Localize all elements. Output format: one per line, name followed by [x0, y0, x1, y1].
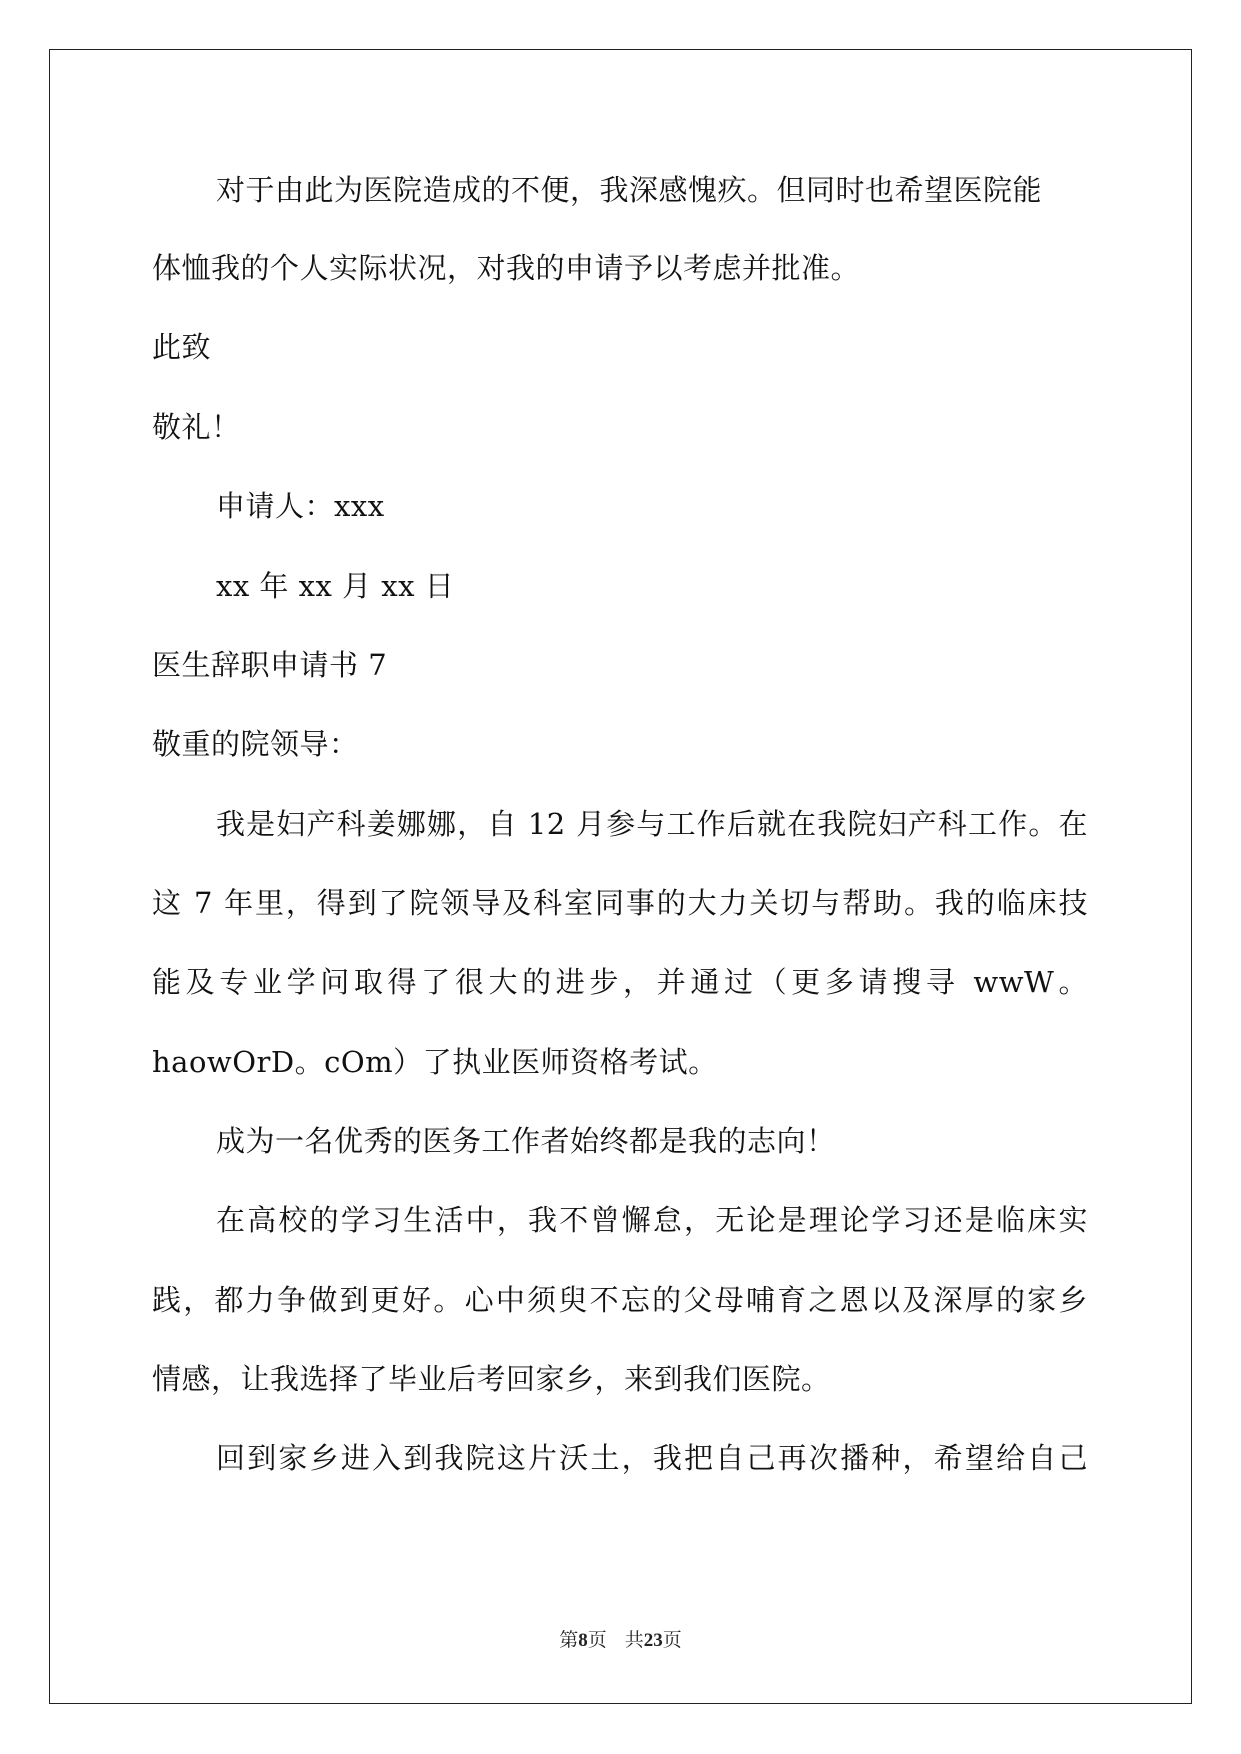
footer-page-prefix: 第 — [559, 1629, 579, 1651]
signature-date: xx 年 xx 月 xx 日 — [216, 569, 455, 603]
applicant-signature: 申请人：xxx — [216, 489, 385, 523]
paragraph-line: 在高校的学习生活中，我不曾懈怠，无论是理论学习还是临床实 — [216, 1203, 1088, 1237]
paragraph-line: 践，都力争做到更好。心中须臾不忘的父母哺育之恩以及深厚的家乡 — [152, 1283, 1088, 1317]
paragraph-line: haowOrD。cOm）了执业医师资格考试。 — [152, 1045, 718, 1079]
footer-page-number: 8 — [578, 1630, 588, 1651]
closing-regards: 敬礼！ — [152, 410, 241, 444]
paragraph-line: 回到家乡进入到我院这片沃土，我把自己再次播种，希望给自己 — [216, 1441, 1088, 1475]
footer-total-pages: 23 — [643, 1630, 663, 1651]
paragraph-line: 成为一名优秀的医务工作者始终都是我的志向！ — [216, 1124, 836, 1158]
paragraph-line: 体恤我的个人实际状况，对我的申请予以考虑并批准。 — [152, 251, 861, 285]
paragraph-line: 情感，让我选择了毕业后考回家乡，来到我们医院。 — [152, 1362, 831, 1396]
section-title: 医生辞职申请书 7 — [152, 648, 388, 682]
paragraph-line: 这 7 年里，得到了院领导及科室同事的大力关切与帮助。我的临床技 — [152, 886, 1088, 920]
closing-salutation: 此致 — [152, 330, 212, 364]
paragraph-line: 能及专业学问取得了很大的进步，并通过（更多请搜寻 wwW。 — [152, 965, 1088, 999]
footer-page-suffix: 页 — [587, 1629, 607, 1651]
page-footer — [0, 1628, 1241, 1653]
greeting: 敬重的院领导： — [152, 727, 359, 761]
footer-total-prefix: 共 — [624, 1629, 644, 1651]
paragraph-line: 对于由此为医院造成的不便，我深感愧疚。但同时也希望医院能 — [216, 173, 1043, 207]
paragraph-line: 我是妇产科姜娜娜，自 12 月参与工作后就在我院妇产科工作。在 — [216, 807, 1088, 841]
footer-total-suffix: 页 — [662, 1629, 682, 1651]
